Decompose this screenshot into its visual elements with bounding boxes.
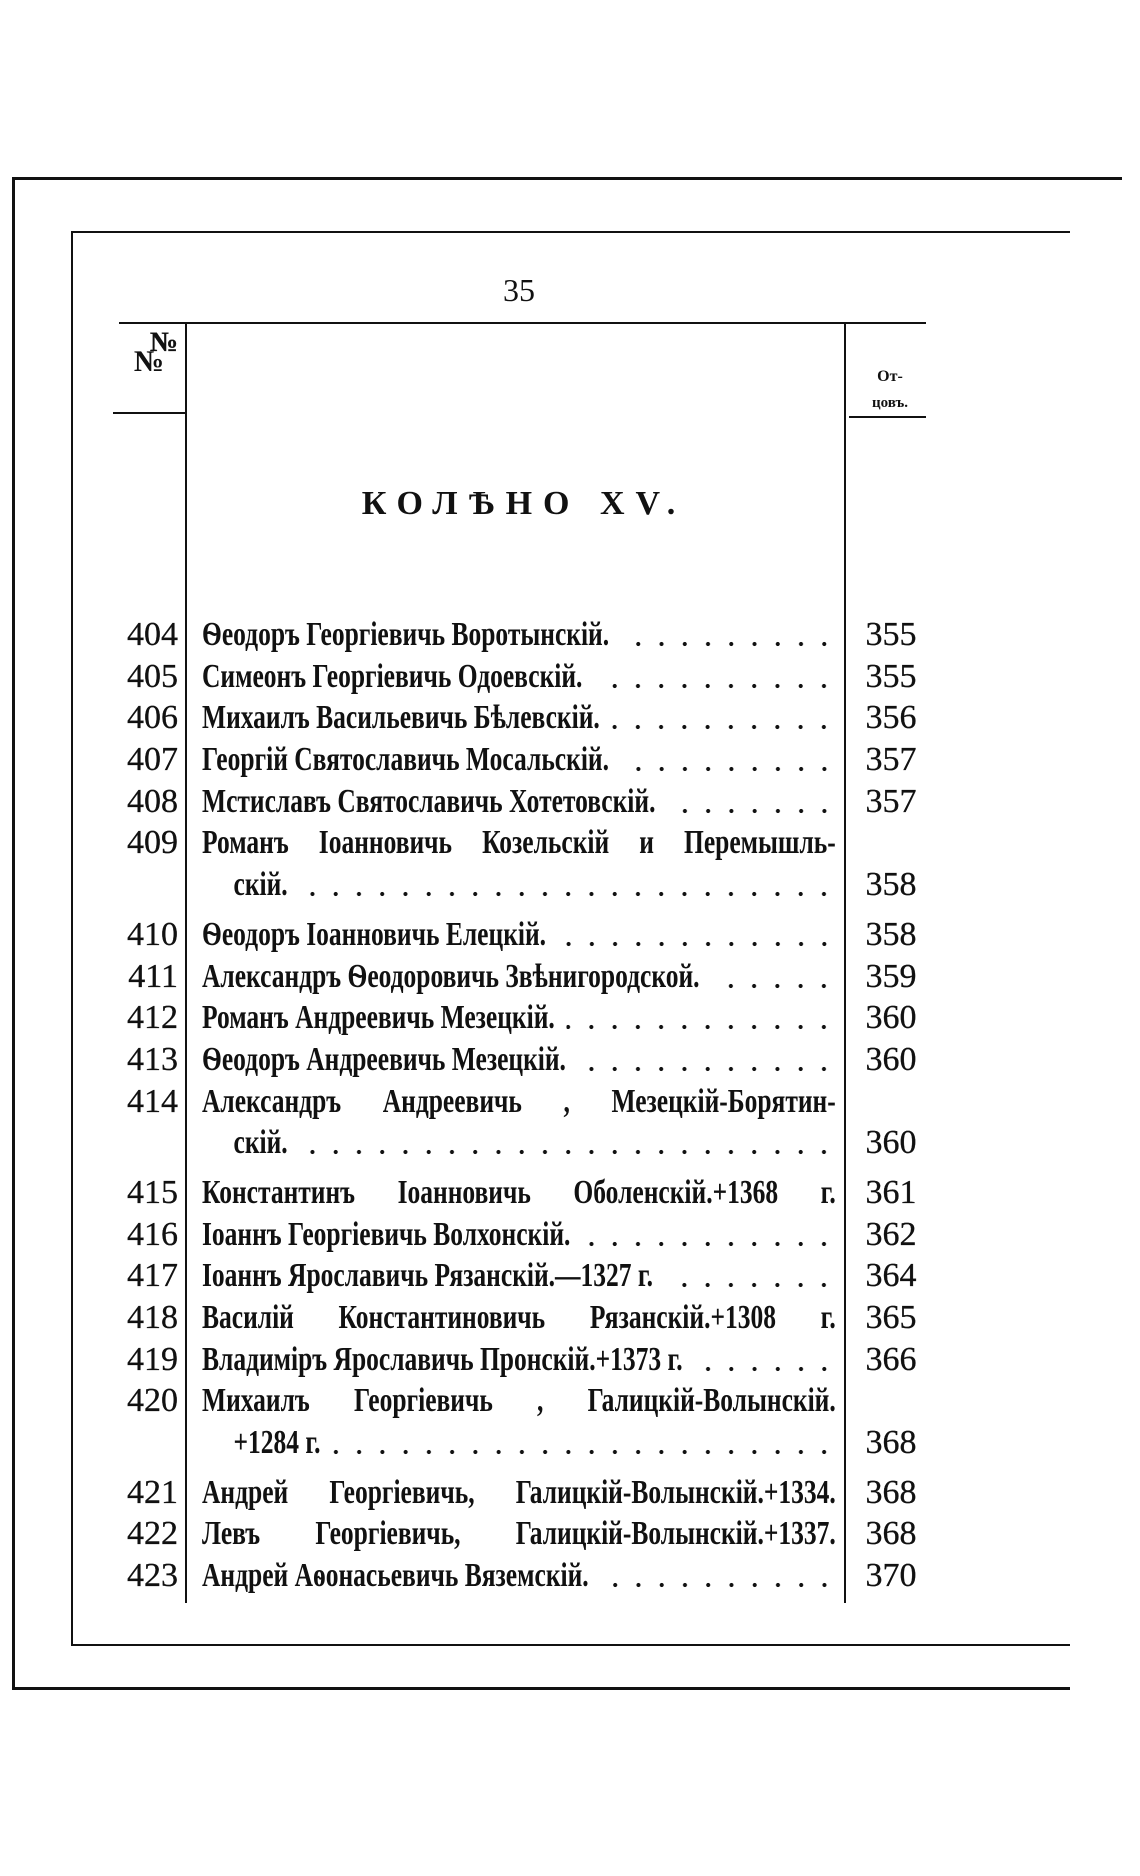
entry-name-line: [202, 1039, 836, 1081]
entry-number: 408: [127, 782, 178, 820]
leader-dots: [621, 614, 836, 656]
leader-dots: [612, 697, 836, 739]
father-number: 360: [865, 1124, 917, 1162]
entry-row: [0, 1513, 1140, 1555]
entry-name-line: [202, 914, 836, 956]
entry-row: [0, 1214, 1140, 1256]
entry-number: 423: [127, 1557, 178, 1595]
entry-name: [202, 1297, 836, 1339]
entry-name-text: Константинъ Іоанновичь Оболенскій.+1368 г.: [202, 1173, 836, 1211]
entry-name-line: [202, 822, 836, 864]
entry-name-text: Андрей Георгіевичь, Галицкій-Волынскій.+1334.: [202, 1473, 836, 1511]
father-number: 365: [865, 1299, 917, 1337]
father-number: 357: [865, 741, 917, 779]
entry-name-line: [202, 997, 836, 1039]
father-number: 358: [865, 915, 917, 953]
leader-dots: [621, 739, 836, 781]
entry-number: 404: [127, 616, 178, 653]
entry-number: 420: [127, 1382, 178, 1420]
entry-number: 411: [128, 957, 178, 995]
father-number: 355: [865, 657, 917, 695]
table-top-rule: [119, 322, 926, 324]
leader-dots: [567, 997, 836, 1039]
leader-dots: [300, 864, 836, 906]
entry-number: 415: [127, 1173, 178, 1211]
entry-row: [0, 1339, 1140, 1381]
outer-frame-bottom-rule: [12, 1687, 1070, 1690]
entry-row: [0, 1380, 1140, 1471]
inner-frame-bottom-rule: [71, 1644, 1070, 1646]
father-number: 362: [865, 1215, 917, 1253]
father-number: 366: [865, 1340, 917, 1378]
entry-name-text: Левъ Георгіевичь, Галицкій-Волынскій.+1337.: [202, 1515, 836, 1553]
entry-name-line: [202, 1255, 836, 1297]
father-number: 368: [865, 1424, 917, 1462]
entry-row: [0, 822, 1140, 913]
entry-name: [202, 1214, 836, 1256]
entry-name-text: Михаилъ Георгіевичь , Галицкій-Волынскій.: [202, 1382, 836, 1420]
entry-name-text: Мстиславъ Святославичь Хотетовскій.: [202, 782, 656, 820]
entry-row: [0, 1297, 1140, 1339]
father-column-header-number: №: [149, 327, 178, 358]
father-number: 370: [865, 1557, 917, 1595]
leader-dots: [665, 1255, 836, 1297]
entry-row: [0, 914, 1140, 956]
entry-name-line: [202, 614, 836, 656]
entry-name-continuation: [202, 864, 836, 906]
entry-name-line: [202, 781, 836, 823]
entry-name: [202, 997, 836, 1039]
left-header-underline: [113, 412, 185, 414]
entry-name-line: [202, 1081, 836, 1123]
entry-name-text: Іоаннъ Ярославичь Рязанскій.—1327 г.: [202, 1257, 653, 1295]
leader-dots: [712, 956, 836, 998]
entry-name: [202, 781, 836, 823]
entry-name-text: Ѳеодоръ Георгіевичь Воротынскій.: [202, 616, 610, 653]
entry-row: [0, 1081, 1140, 1172]
leader-dots: [332, 1422, 835, 1464]
entry-name-text: Ѳеодоръ Андреевичь Мезецкій.: [202, 1040, 566, 1078]
entry-name-text: скій.: [233, 866, 288, 904]
entry-name-text: Василій Константиновичь Рязанскій.+1308 г.: [202, 1299, 836, 1337]
father-number: 368: [865, 1473, 917, 1511]
entry-name-continuation: [202, 1122, 836, 1164]
entry-name-line: [202, 1214, 836, 1256]
entry-name-line: [202, 697, 836, 739]
entry-row: [0, 1472, 1140, 1514]
entry-name: [202, 1255, 836, 1297]
entry-name: [202, 1172, 836, 1214]
entry-name-text: Александръ Ѳеодоровичь Звѣнигородской.: [202, 957, 700, 995]
entry-name: [202, 656, 836, 698]
entry-name-text: Михаилъ Васильевичь Бѣлевскій.: [202, 699, 600, 737]
entry-name: [202, 1472, 836, 1514]
entry-number: 419: [127, 1340, 178, 1378]
entry-name: [202, 614, 836, 656]
leader-dots: [300, 1122, 836, 1164]
entry-name-text: Ѳеодоръ Іоанновичь Елецкій.: [202, 915, 547, 953]
entry-row: [0, 1255, 1140, 1297]
entry-name-text: Романъ Андреевичь Мезецкій.: [202, 999, 555, 1037]
entry-name-line: [202, 1555, 836, 1597]
father-number: 357: [865, 782, 917, 820]
entry-number: 409: [127, 824, 178, 862]
section-title: КОЛѢНО XV.: [361, 485, 687, 522]
entry-name-text: Александръ Андреевичь , Мезецкій-Борятин-: [202, 1082, 836, 1120]
entry-name-line: [202, 956, 836, 998]
father-number: 356: [865, 699, 917, 737]
entry-row: [0, 956, 1140, 998]
entry-name: [202, 1339, 836, 1381]
entry-name-text: Іоаннъ Георгіевичь Волхонскій.: [202, 1215, 571, 1253]
inner-frame-top-rule: [71, 231, 1070, 233]
father-number: 361: [865, 1173, 917, 1211]
entry-name-line: [202, 1513, 836, 1555]
entry-number: 418: [127, 1299, 178, 1337]
entry-name: [202, 956, 836, 998]
entry-name: [202, 739, 836, 781]
entry-row: [0, 781, 1140, 823]
entry-name-text: скій.: [233, 1124, 288, 1162]
entry-row: [0, 1172, 1140, 1214]
leader-dots: [695, 1339, 836, 1381]
entry-number: 422: [127, 1515, 178, 1553]
entry-name: [202, 914, 836, 956]
entry-name: [202, 822, 836, 905]
entry-row: [0, 656, 1140, 698]
father-number: 359: [865, 957, 917, 995]
entry-row: [0, 614, 1140, 656]
number-column-header: №: [133, 345, 165, 378]
entry-name-text: Романъ Іоанновичь Козельскій и Перемышль-: [202, 824, 836, 862]
father-number: 355: [865, 616, 917, 653]
father-number: 364: [865, 1257, 917, 1295]
entry-name-line: [202, 1339, 836, 1381]
entry-name-text: Симеонъ Георгіевичь Одоевскій.: [202, 657, 583, 695]
father-number: 358: [865, 866, 917, 904]
entry-name: [202, 1039, 836, 1081]
entry-name: [202, 1380, 836, 1463]
entry-name: [202, 1555, 836, 1597]
entry-row: [0, 697, 1140, 739]
entry-name-continuation: [202, 1422, 836, 1464]
entry-name-line: [202, 656, 836, 698]
father-number: 360: [865, 1040, 917, 1078]
entry-name-text: Георгій Святославичь Мосальскій.: [202, 741, 609, 779]
entry-number: 412: [127, 999, 178, 1037]
entry-name-text: Андрей Аѳонасьевичь Вяземскій.: [202, 1557, 589, 1595]
entry-number: 421: [127, 1473, 178, 1511]
father-column-header-label-2: цовъ.: [872, 395, 908, 411]
father-number: 368: [865, 1515, 917, 1553]
entry-number: 410: [127, 915, 178, 953]
entry-name: [202, 697, 836, 739]
entry-number: 405: [127, 657, 178, 695]
entry-name: [202, 1513, 836, 1555]
entry-row: [0, 1555, 1140, 1597]
entry-number: 417: [127, 1257, 178, 1295]
entry-name-line: [202, 739, 836, 781]
entry-row: [0, 739, 1140, 781]
entry-number: 413: [127, 1040, 178, 1078]
leader-dots: [578, 1039, 836, 1081]
entry-number: 416: [127, 1215, 178, 1253]
outer-frame-top-rule: [12, 177, 1122, 180]
leader-dots: [601, 1555, 836, 1597]
leader-dots: [558, 914, 836, 956]
father-column-header-label-1: От-: [877, 368, 903, 385]
entry-number: 407: [127, 741, 178, 779]
entry-number: 414: [127, 1082, 178, 1120]
entry-row: [0, 997, 1140, 1039]
entry-row: [0, 1039, 1140, 1081]
entry-name-text: +1284 г.: [233, 1424, 321, 1462]
leader-dots: [667, 781, 835, 823]
entry-name-line: [202, 1472, 836, 1514]
leader-dots: [582, 1214, 835, 1256]
leader-dots: [594, 656, 835, 698]
entry-name-line: [202, 1380, 836, 1422]
entry-number: 406: [127, 699, 178, 737]
entry-name: [202, 1081, 836, 1164]
right-header-underline: [849, 416, 926, 418]
entry-name-line: [202, 1297, 836, 1339]
entry-name-line: [202, 1172, 836, 1214]
entry-name-text: Владиміръ Ярославичь Пронскій.+1373 г.: [202, 1340, 683, 1378]
genealogy-list: [0, 614, 1140, 1597]
page-number: 35: [503, 272, 535, 308]
father-number: 360: [865, 999, 917, 1037]
